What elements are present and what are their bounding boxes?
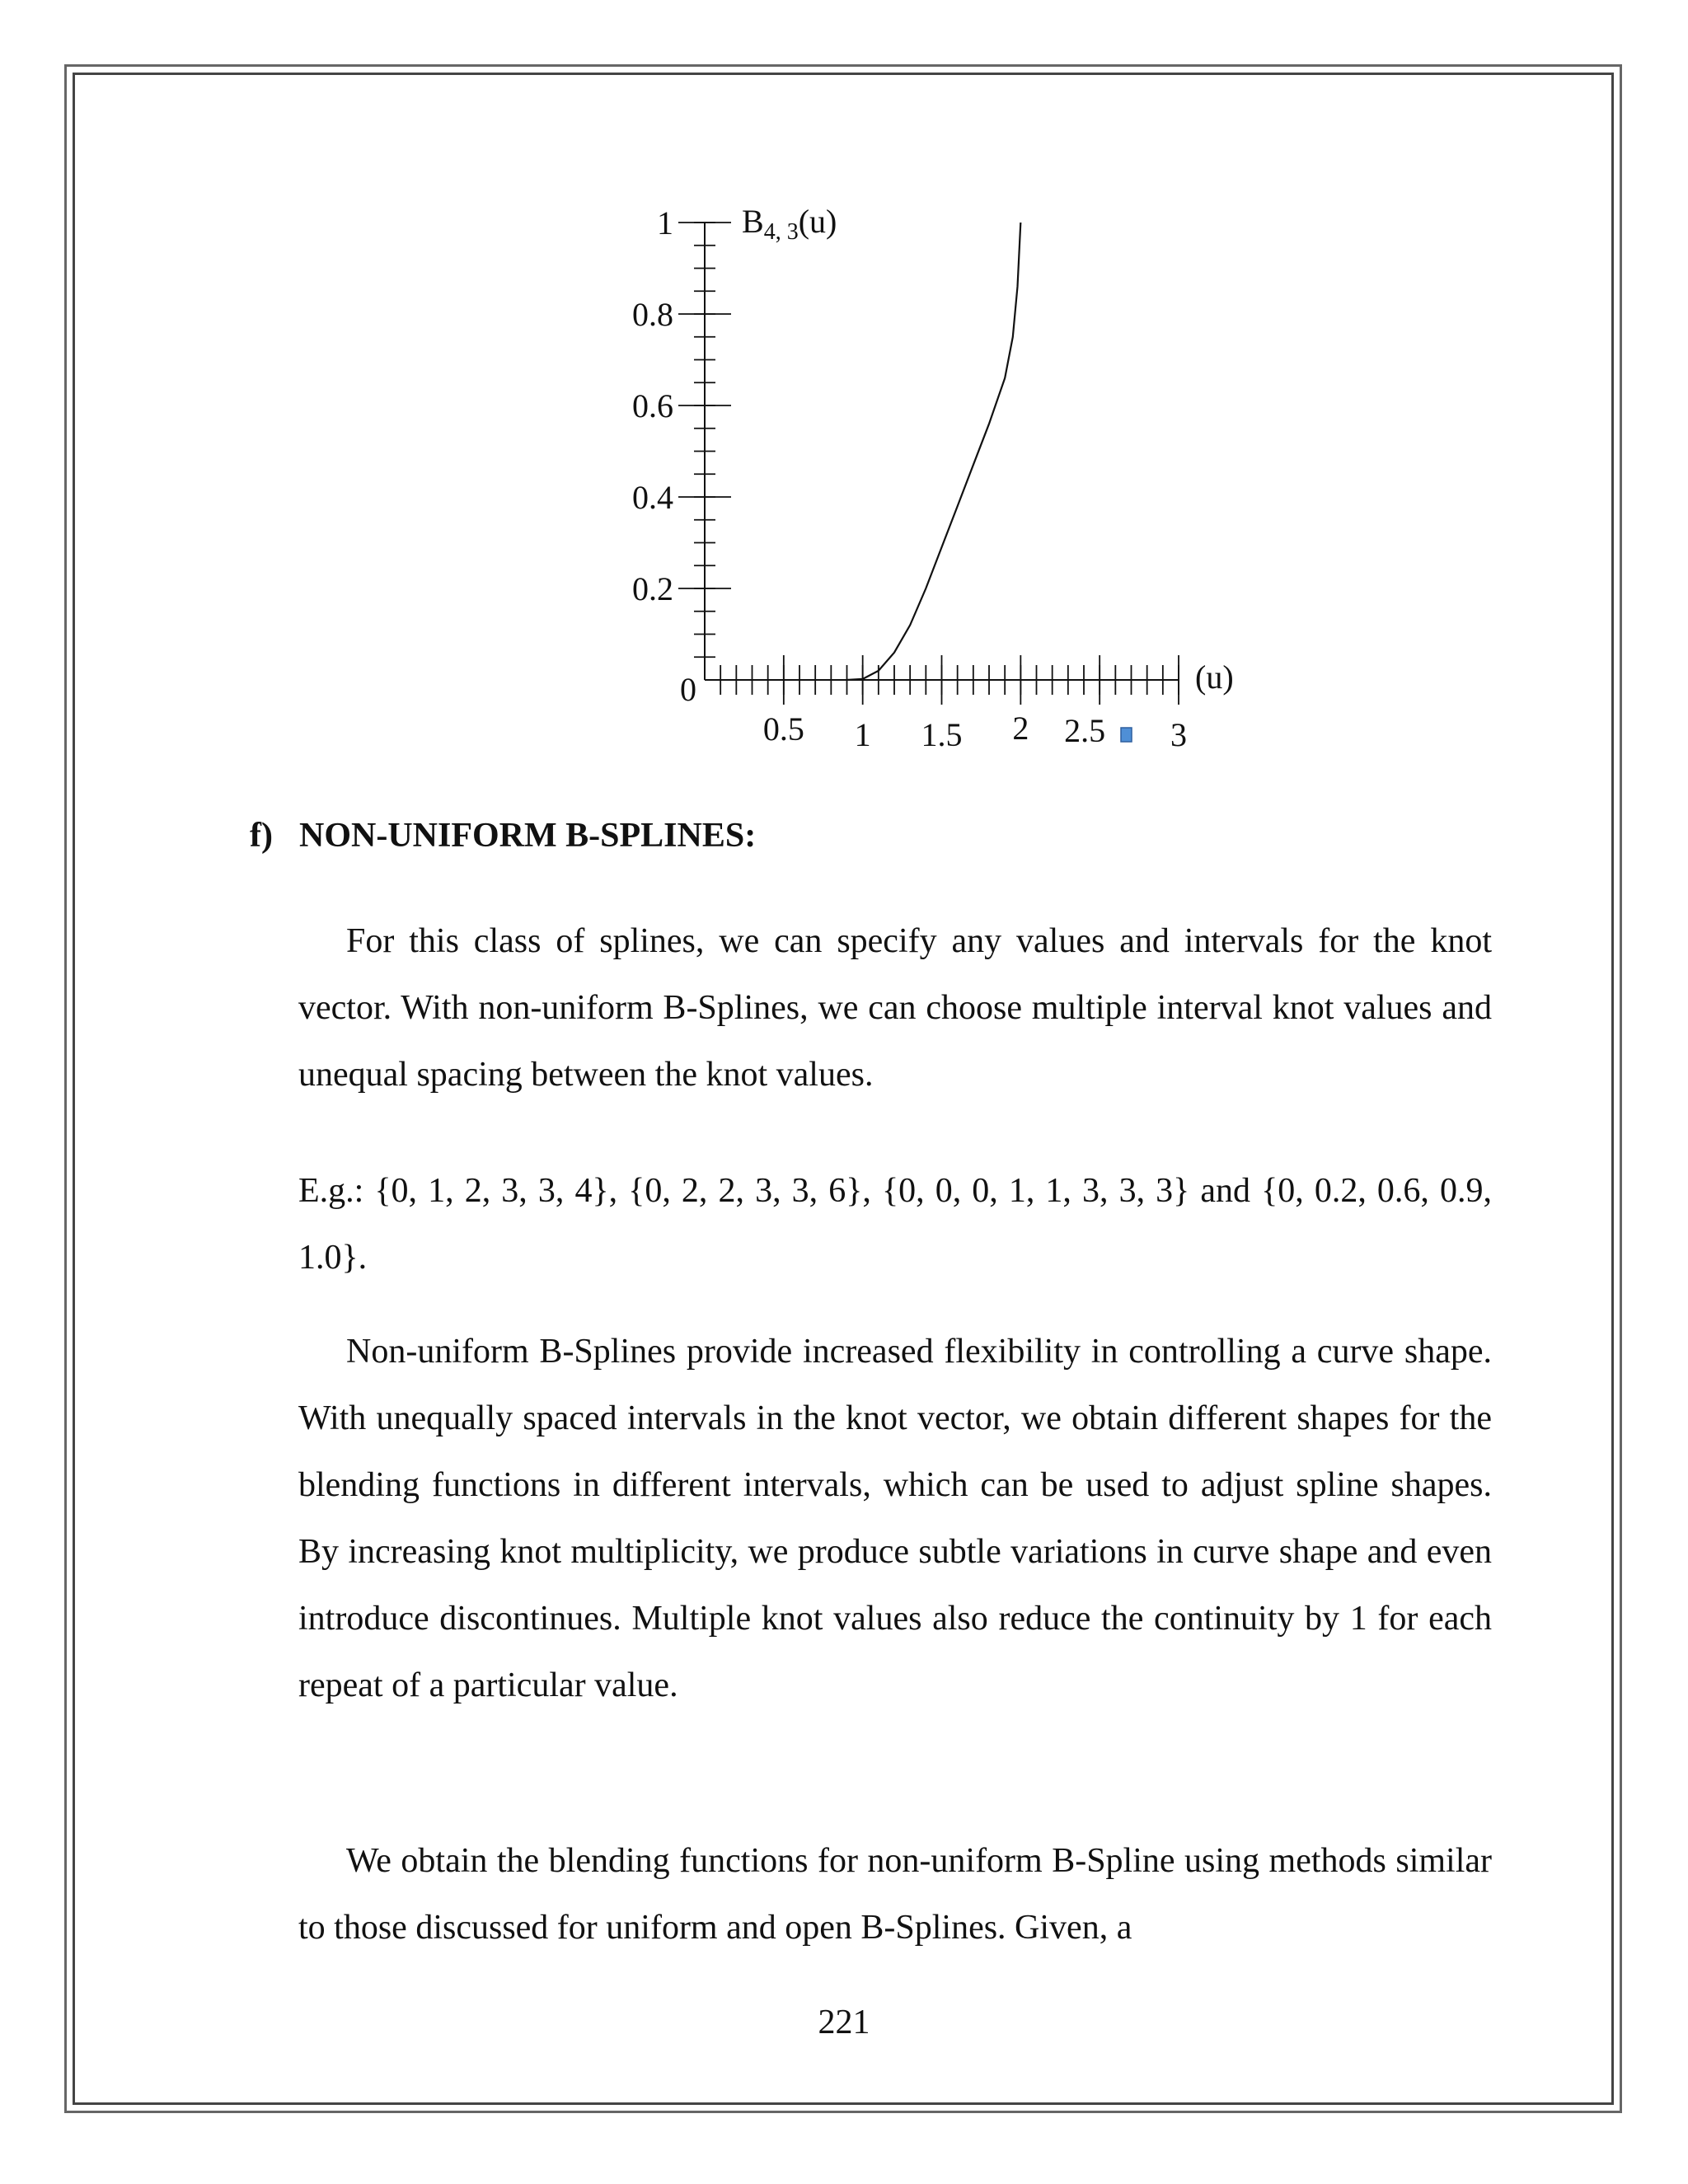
- x-tick-label: 0.5: [762, 710, 804, 748]
- x-tick-label: 3: [1170, 716, 1187, 753]
- paragraph-3: Non-uniform B-Splines provide increased flexibility in controlling a curve shape. With unequally spaced intervals in the knot vector, we obtain different shapes for the blending functions in different intervals, which can be used to adjust spline shapes. By increasing knot multiplicity, we produce subtle variations in curve shape and even introduce discontinues. Multiple knot values also reduce the continuity by 1 for each repeat of a particular value.: [298, 1333, 1492, 1704]
- series-line: [847, 223, 1021, 680]
- y-tick-label: 0.2: [632, 570, 673, 607]
- section-label: f): [250, 817, 273, 855]
- y-tick-label: 0.4: [632, 479, 673, 516]
- page-number: 221: [818, 2004, 870, 2041]
- x-tick-label: 1: [854, 716, 871, 753]
- section-title: NON-UNIFORM B-SPLINES:: [299, 817, 757, 855]
- origin-label: 0: [680, 671, 696, 708]
- x-tick-label: 2.5: [1064, 712, 1106, 749]
- paragraph-1: For this class of splines, we can specify any values and intervals for the knot vector. With non-uniform B-Splines, we can choose multiple interval knot values and unequal spacing between the knot values.: [298, 922, 1492, 1094]
- blending-function-plot: [0, 0, 1688, 791]
- y-tick-label: 0.6: [632, 387, 673, 424]
- x-tick-label: 2: [1012, 710, 1029, 747]
- paragraph-4: We obtain the blending functions for non-uniform B-Spline using methods similar to those discussed for uniform and open B-Splines. Given, a: [298, 1842, 1492, 1947]
- section-heading: [250, 816, 756, 855]
- y-tick-label: 1: [657, 204, 673, 241]
- selection-marker: [1121, 728, 1132, 742]
- y-tick-label: 0.8: [632, 296, 673, 333]
- x-axis-label: (u): [1195, 658, 1234, 696]
- paragraph-2-example: E.g.: {0, 1, 2, 3, 3, 4}, {0, 2, 2, 3, 3, 6}, {0, 0, 0, 1, 1, 3, 3, 3} and {0, 0.2, 0.6, 0.9, 1.0}.: [298, 1172, 1492, 1277]
- y-axis-label: $B_{4, 3}(u)$: [742, 203, 837, 245]
- x-tick-label: 1.5: [921, 716, 963, 753]
